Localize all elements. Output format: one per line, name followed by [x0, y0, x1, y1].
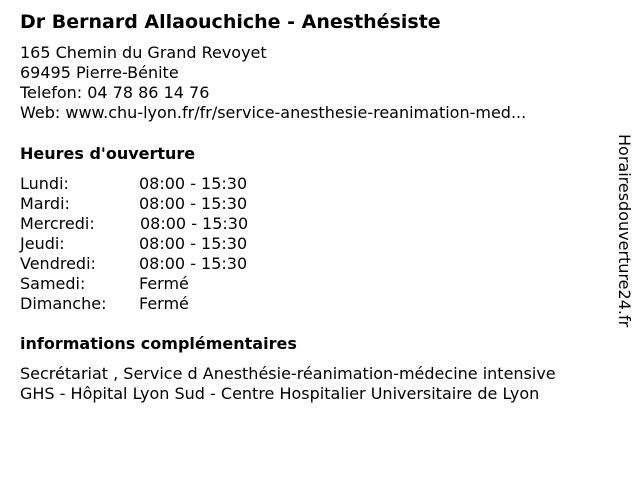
additional-info	[20, 364, 556, 404]
site-watermark-text: Horairesdouverture24.fr	[615, 134, 634, 328]
city-address: 69495 Pierre-Bénite	[20, 63, 179, 82]
day-label: Jeudi:	[20, 234, 65, 253]
street-address: 165 Chemin du Grand Revoyet	[20, 43, 267, 62]
time-value: 08:00 - 15:30	[139, 174, 248, 193]
time-value: Fermé	[139, 294, 189, 313]
day-label: Mercredi:	[20, 214, 95, 233]
phone-number: Telefon: 04 78 86 14 76	[20, 83, 210, 102]
day-label: Dimanche:	[20, 294, 107, 313]
time-value: 08:00 - 15:30	[140, 214, 249, 233]
day-label: Mardi:	[20, 194, 70, 213]
additional-info-line: Secrétariat , Service d Anesthésie-réanimation-médecine intensive	[20, 364, 556, 383]
contact-info	[20, 43, 526, 123]
day-label: Vendredi:	[20, 254, 96, 273]
time-value: 08:00 - 15:30	[139, 194, 248, 213]
time-value: 08:00 - 15:30	[139, 254, 248, 273]
hours-heading: Heures d'ouverture	[20, 144, 196, 163]
page-title: Dr Bernard Allaouchiche - Anesthésiste	[20, 11, 441, 33]
site-watermark	[614, 134, 634, 344]
day-label: Samedi:	[20, 274, 86, 293]
time-value: Fermé	[139, 274, 189, 293]
additional-info-line: GHS - Hôpital Lyon Sud - Centre Hospitalier Universitaire de Lyon	[20, 384, 540, 403]
time-value: 08:00 - 15:30	[139, 234, 248, 253]
website-link: Web: www.chu-lyon.fr/fr/service-anesthesie-reanimation-med...	[20, 103, 527, 122]
additional-info-heading: informations complémentaires	[20, 334, 297, 353]
day-label: Lundi:	[20, 174, 69, 193]
